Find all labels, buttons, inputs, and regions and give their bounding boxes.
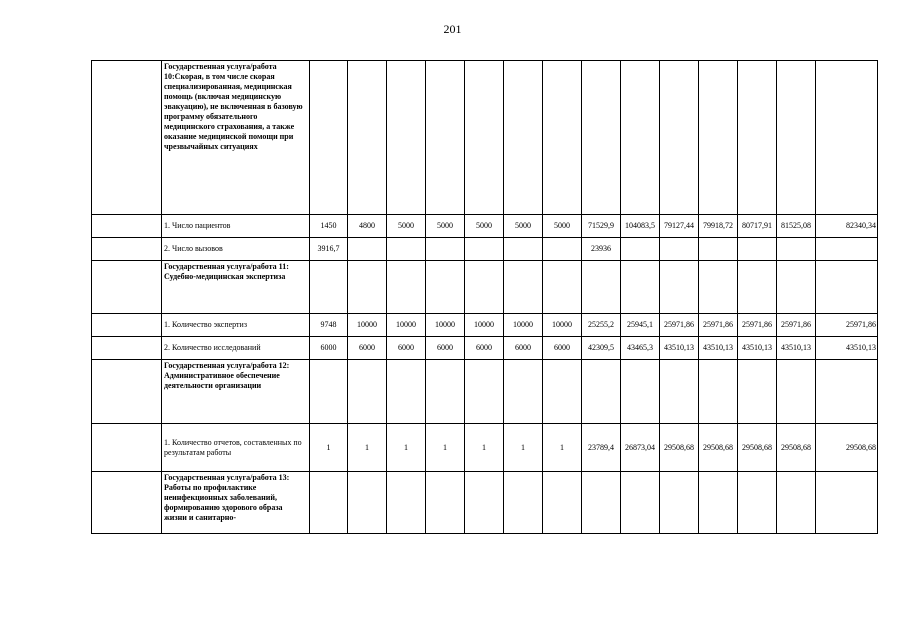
value-cell (816, 360, 878, 424)
index-cell (92, 472, 162, 534)
table-row (92, 314, 878, 337)
value-cell (465, 61, 504, 215)
value-cell (348, 238, 387, 261)
value-cell: 10000 (348, 314, 387, 337)
table-row (92, 238, 878, 261)
index-cell (92, 238, 162, 261)
value-cell (387, 472, 426, 534)
value-cell: 104083,5 (621, 215, 660, 238)
value-cell: 6000 (543, 337, 582, 360)
section-title: Государственная услуга/работа 13: Работы по профилактике неинфекционных заболеваний, формированию здорового образа жизни и санитарно- (162, 472, 310, 534)
value-cell (621, 261, 660, 314)
value-cell: 43465,3 (621, 337, 660, 360)
value-cell: 1 (543, 424, 582, 472)
value-cell (582, 61, 621, 215)
value-cell (387, 360, 426, 424)
value-cell: 5000 (426, 215, 465, 238)
value-cell: 29508,68 (738, 424, 777, 472)
value-cell (621, 61, 660, 215)
value-cell: 5000 (504, 215, 543, 238)
index-cell (92, 424, 162, 472)
value-cell: 6000 (387, 337, 426, 360)
value-cell (465, 261, 504, 314)
value-cell (816, 472, 878, 534)
value-cell (387, 261, 426, 314)
value-cell (816, 261, 878, 314)
value-cell: 1 (387, 424, 426, 472)
value-cell (738, 238, 777, 261)
value-cell (816, 238, 878, 261)
value-cell (699, 261, 738, 314)
section-header-row (92, 472, 878, 534)
value-cell (738, 261, 777, 314)
value-cell (738, 61, 777, 215)
index-cell (92, 314, 162, 337)
value-cell: 6000 (426, 337, 465, 360)
value-cell: 25971,86 (660, 314, 699, 337)
value-cell (621, 472, 660, 534)
section-title: Государственная услуга/работа 10:Скорая, в том числе скорая специализированная, медицинская помощь (включая медицинскую эвакуацию), не включенная в базовую программу обязательного медицинского страхования, а также оказание медицинской помощи при чрезвычайных ситуациях (162, 61, 310, 215)
value-cell (348, 261, 387, 314)
value-cell (504, 472, 543, 534)
value-cell (465, 360, 504, 424)
value-cell (348, 472, 387, 534)
value-cell (543, 61, 582, 215)
value-cell: 1 (465, 424, 504, 472)
value-cell: 80717,91 (738, 215, 777, 238)
value-cell (543, 238, 582, 261)
section-title: Государственная услуга/работа 11: Судебно-медицинская экспертиза (162, 261, 310, 314)
value-cell: 25945,1 (621, 314, 660, 337)
value-cell (777, 261, 816, 314)
budget-table (91, 60, 878, 534)
value-cell (582, 261, 621, 314)
indicator-label: 1. Количество отчетов, составленных по результатам работы (162, 424, 310, 472)
value-cell (816, 61, 878, 215)
value-cell (310, 360, 348, 424)
value-cell (699, 472, 738, 534)
value-cell: 6000 (465, 337, 504, 360)
value-cell: 43510,13 (738, 337, 777, 360)
value-cell (310, 472, 348, 534)
value-cell (504, 261, 543, 314)
value-cell: 79127,44 (660, 215, 699, 238)
value-cell: 43510,13 (777, 337, 816, 360)
value-cell (426, 472, 465, 534)
table-row (92, 337, 878, 360)
value-cell: 10000 (387, 314, 426, 337)
value-cell (504, 61, 543, 215)
index-cell (92, 360, 162, 424)
value-cell: 43510,13 (699, 337, 738, 360)
value-cell: 43510,13 (816, 337, 878, 360)
index-cell (92, 61, 162, 215)
value-cell (348, 61, 387, 215)
value-cell (426, 261, 465, 314)
value-cell: 42309,5 (582, 337, 621, 360)
value-cell (582, 472, 621, 534)
section-header-row (92, 261, 878, 314)
value-cell (387, 61, 426, 215)
value-cell (465, 238, 504, 261)
index-cell (92, 337, 162, 360)
value-cell (543, 261, 582, 314)
value-cell: 4800 (348, 215, 387, 238)
value-cell (426, 360, 465, 424)
value-cell: 25971,86 (738, 314, 777, 337)
value-cell (621, 238, 660, 261)
value-cell: 29508,68 (816, 424, 878, 472)
index-cell (92, 215, 162, 238)
value-cell: 1 (426, 424, 465, 472)
value-cell: 5000 (543, 215, 582, 238)
value-cell (426, 238, 465, 261)
value-cell: 1 (310, 424, 348, 472)
value-cell: 29508,68 (777, 424, 816, 472)
page-number: 201 (443, 22, 462, 36)
value-cell: 79918,72 (699, 215, 738, 238)
indicator-label: 1. Число пациентов (162, 215, 310, 238)
value-cell: 23936 (582, 238, 621, 261)
value-cell (660, 360, 699, 424)
value-cell (621, 360, 660, 424)
table-row (92, 215, 878, 238)
section-header-row (92, 360, 878, 424)
value-cell (699, 238, 738, 261)
value-cell (465, 472, 504, 534)
value-cell (426, 61, 465, 215)
value-cell: 6000 (348, 337, 387, 360)
index-cell (92, 261, 162, 314)
value-cell: 25971,86 (699, 314, 738, 337)
value-cell (738, 472, 777, 534)
value-cell (543, 472, 582, 534)
value-cell (777, 472, 816, 534)
section-header-row (92, 61, 878, 215)
value-cell: 6000 (310, 337, 348, 360)
value-cell: 5000 (387, 215, 426, 238)
value-cell (504, 360, 543, 424)
value-cell (660, 261, 699, 314)
value-cell: 10000 (504, 314, 543, 337)
value-cell: 10000 (543, 314, 582, 337)
value-cell (660, 472, 699, 534)
value-cell (348, 360, 387, 424)
value-cell (310, 261, 348, 314)
value-cell: 3916,7 (310, 238, 348, 261)
value-cell (582, 360, 621, 424)
value-cell (660, 238, 699, 261)
value-cell (310, 61, 348, 215)
value-cell (660, 61, 699, 215)
value-cell (738, 360, 777, 424)
value-cell: 26873,04 (621, 424, 660, 472)
value-cell: 29508,68 (660, 424, 699, 472)
section-title: Государственная услуга/работа 12: Административное обеспечение деятельности организации (162, 360, 310, 424)
value-cell: 29508,68 (699, 424, 738, 472)
value-cell: 10000 (465, 314, 504, 337)
value-cell: 25255,2 (582, 314, 621, 337)
value-cell: 81525,08 (777, 215, 816, 238)
value-cell: 25971,86 (816, 314, 878, 337)
value-cell: 6000 (504, 337, 543, 360)
value-cell: 1 (504, 424, 543, 472)
indicator-label: 2. Количество исследований (162, 337, 310, 360)
indicator-label: 1. Количество экспертиз (162, 314, 310, 337)
value-cell (699, 360, 738, 424)
value-cell: 82340,34 (816, 215, 878, 238)
value-cell (387, 238, 426, 261)
value-cell: 10000 (426, 314, 465, 337)
value-cell (699, 61, 738, 215)
value-cell: 1 (348, 424, 387, 472)
value-cell: 23789,4 (582, 424, 621, 472)
value-cell: 5000 (465, 215, 504, 238)
value-cell (504, 238, 543, 261)
value-cell (777, 61, 816, 215)
value-cell (777, 238, 816, 261)
value-cell (777, 360, 816, 424)
value-cell: 43510,13 (660, 337, 699, 360)
value-cell: 25971,86 (777, 314, 816, 337)
table-row (92, 424, 878, 472)
indicator-label: 2. Число вызовов (162, 238, 310, 261)
value-cell: 71529,9 (582, 215, 621, 238)
value-cell: 1450 (310, 215, 348, 238)
value-cell: 9748 (310, 314, 348, 337)
value-cell (543, 360, 582, 424)
